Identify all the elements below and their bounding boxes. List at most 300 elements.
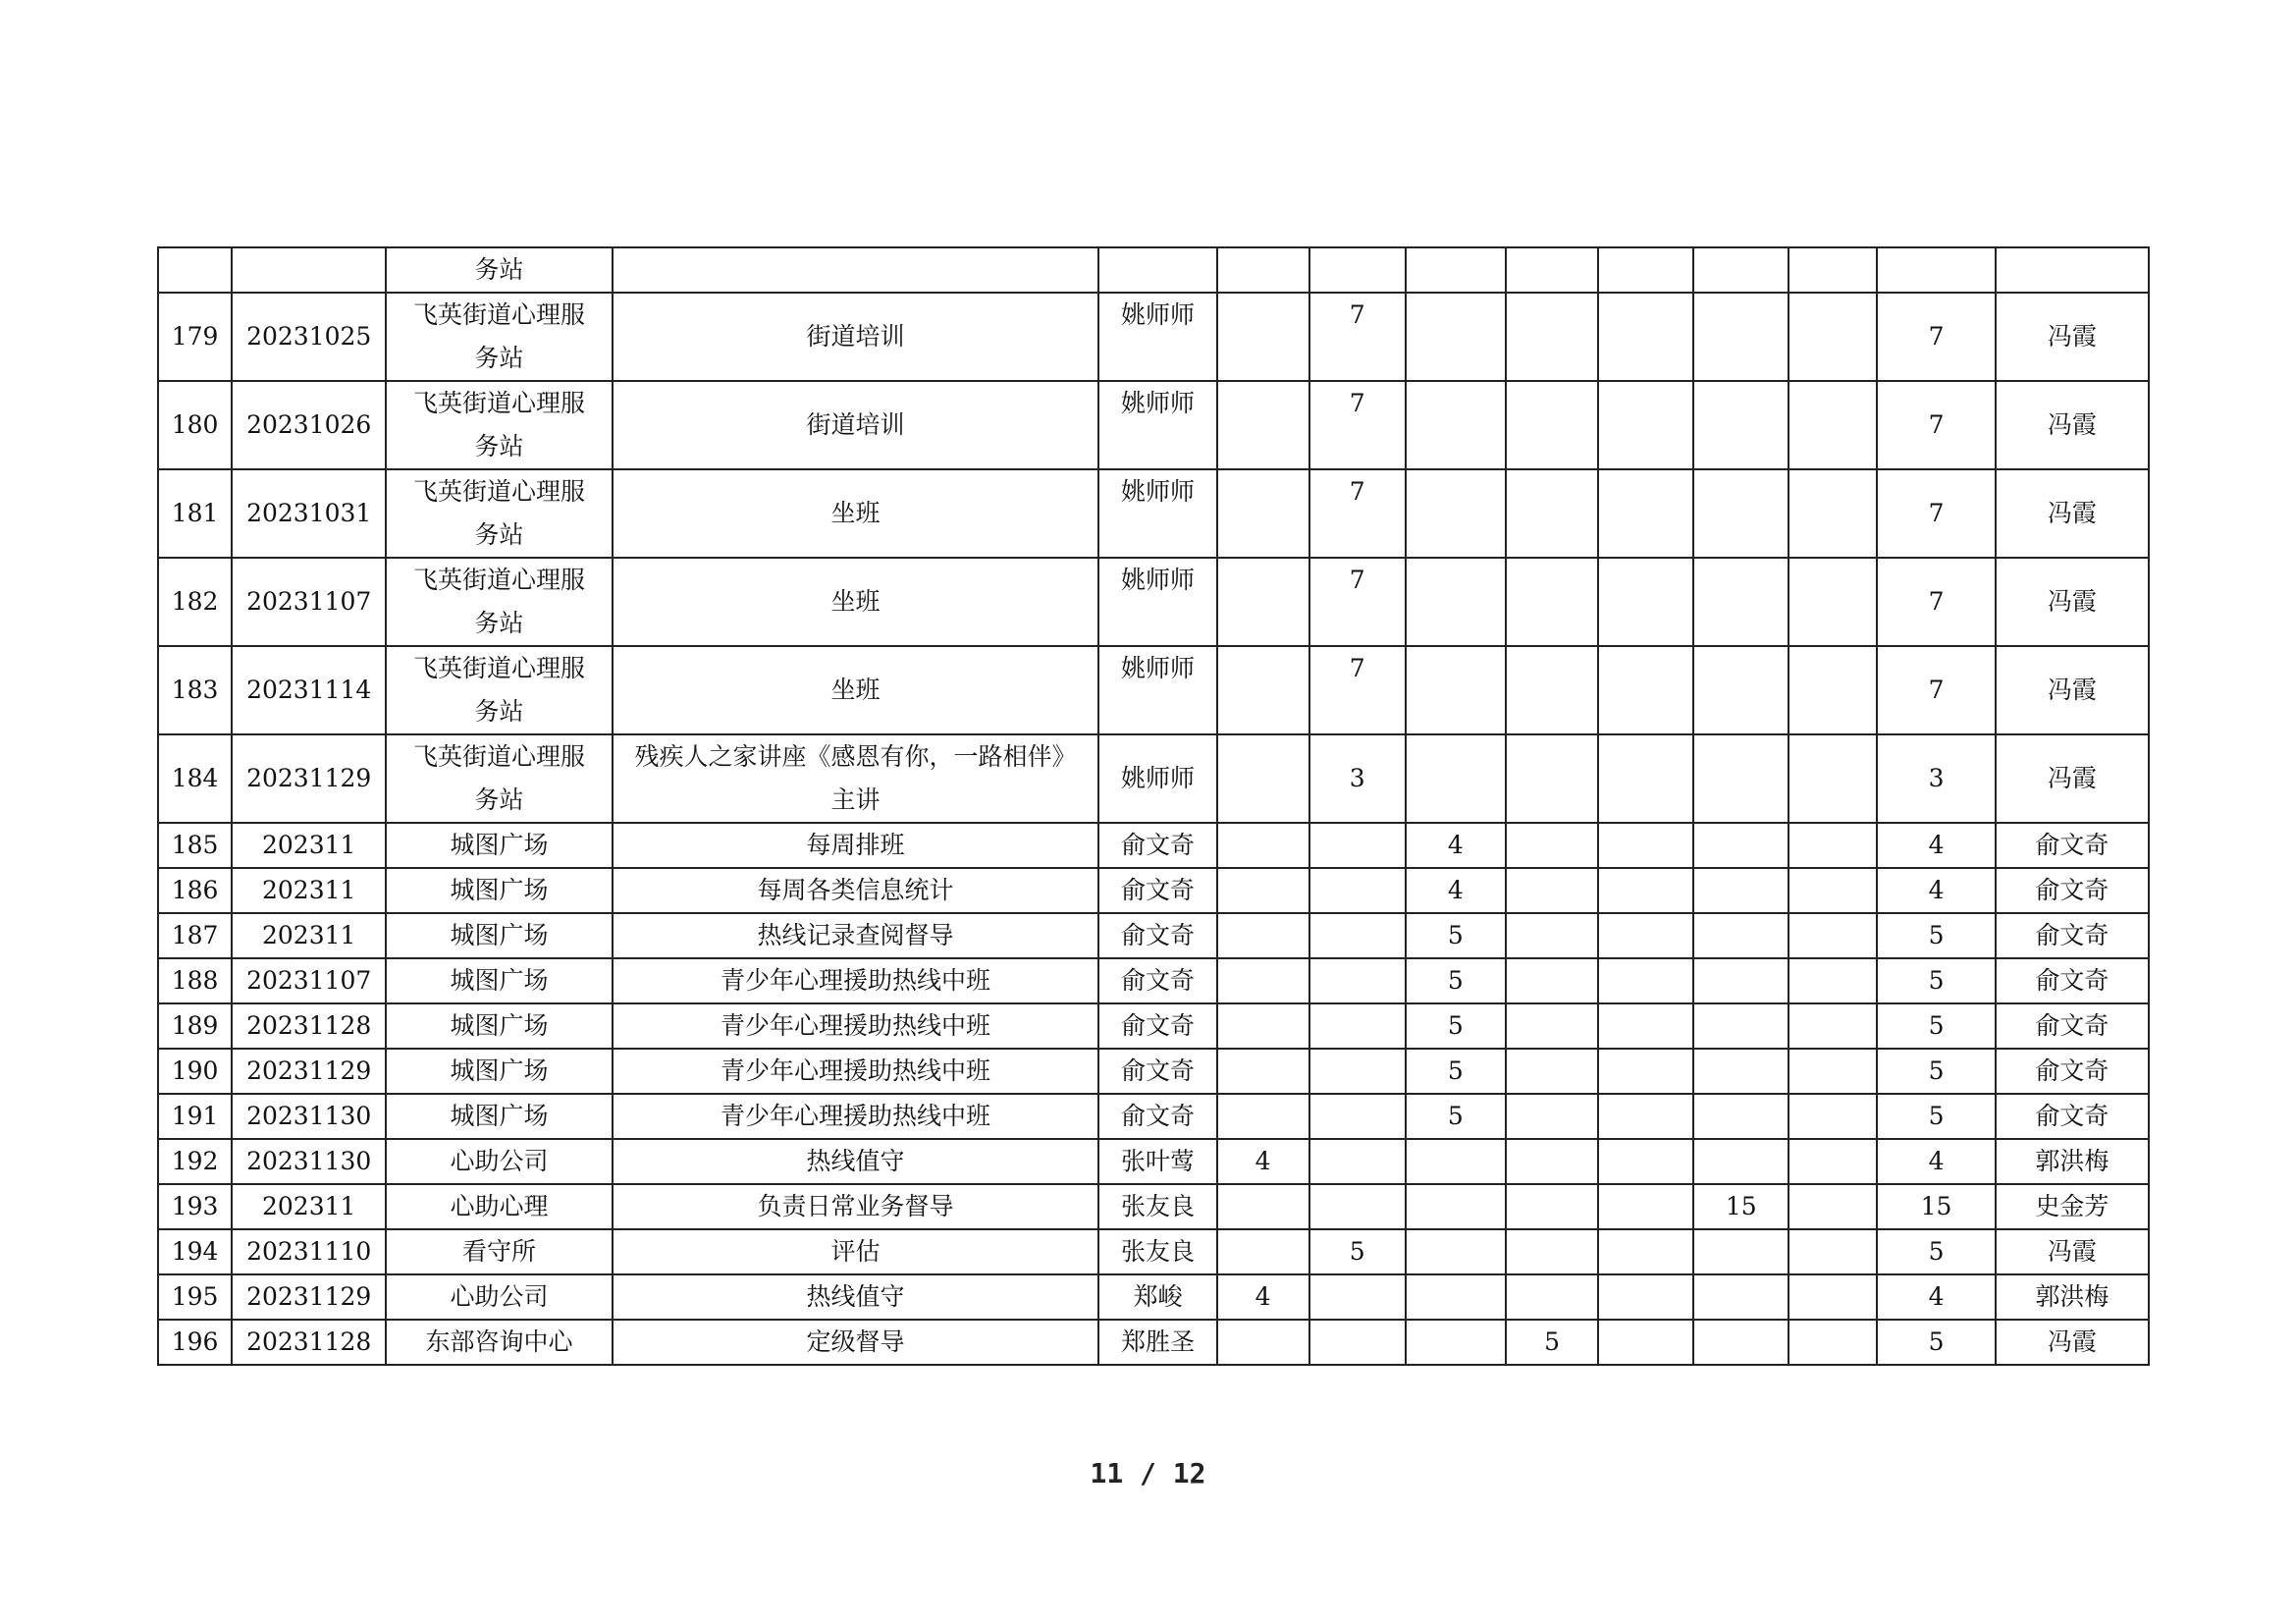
cell-person: 姚师师 (1098, 734, 1216, 823)
cell-no: 189 (158, 1003, 232, 1049)
cell-c2: 7 (1309, 558, 1406, 646)
cell-date: 20231031 (232, 469, 386, 558)
cell-person: 姚师师 (1098, 646, 1216, 734)
cell-site (386, 1320, 612, 1365)
cell-no: 196 (158, 1320, 232, 1365)
cell-c7 (1789, 958, 1877, 1003)
cell-content (613, 293, 1099, 381)
cell-c5 (1598, 1274, 1693, 1320)
cell-c6 (1693, 381, 1789, 469)
cell-c6 (1693, 868, 1789, 913)
cell-c2: 7 (1309, 646, 1406, 734)
cell-c5 (1598, 1229, 1693, 1274)
cell-c4 (1506, 1003, 1598, 1049)
cell-c4 (1506, 734, 1598, 823)
table-row (158, 1184, 2149, 1229)
cell-no: 179 (158, 293, 232, 381)
cell-c5 (1598, 1049, 1693, 1094)
cell-c7 (1789, 868, 1877, 913)
cell-c5 (1598, 247, 1693, 293)
cell-c3 (1406, 293, 1506, 381)
cell-content (613, 558, 1099, 646)
cell-c7 (1789, 734, 1877, 823)
cell-c5 (1598, 868, 1693, 913)
cell-c4 (1506, 469, 1598, 558)
cell-reviewer: 冯霞 (1996, 1320, 2149, 1365)
cell-c5 (1598, 1003, 1693, 1049)
activity-table (157, 246, 2150, 1366)
cell-c2: 7 (1309, 469, 1406, 558)
cell-c1 (1217, 823, 1309, 868)
cell-total: 7 (1877, 646, 1995, 734)
cell-site (386, 1094, 612, 1139)
table-row (158, 1229, 2149, 1274)
cell-c3: 5 (1406, 1049, 1506, 1094)
cell-no: 185 (158, 823, 232, 868)
cell-c2 (1309, 1003, 1406, 1049)
cell-total: 7 (1877, 469, 1995, 558)
cell-c4 (1506, 293, 1598, 381)
cell-date: 20231026 (232, 381, 386, 469)
cell-no: 194 (158, 1229, 232, 1274)
cell-line: 城图广场 (450, 966, 549, 995)
cell-no: 192 (158, 1139, 232, 1184)
cell-reviewer (1996, 247, 2149, 293)
cell-content (613, 958, 1099, 1003)
cell-no: 182 (158, 558, 232, 646)
cell-c6 (1693, 958, 1789, 1003)
cell-site (386, 1274, 612, 1320)
cell-total: 5 (1877, 1094, 1995, 1139)
cell-c3 (1406, 1320, 1506, 1365)
cell-c6 (1693, 1320, 1789, 1365)
cell-site (386, 1003, 612, 1049)
cell-c3: 5 (1406, 958, 1506, 1003)
cell-site: 务站 (386, 247, 612, 293)
cell-content (613, 1274, 1099, 1320)
cell-total: 15 (1877, 1184, 1995, 1229)
cell-c5 (1598, 1184, 1693, 1229)
cell-date: 20231130 (232, 1094, 386, 1139)
cell-line: 务站 (474, 785, 524, 814)
cell-line: 青少年心理援助热线中班 (721, 1056, 991, 1085)
cell-c1: 4 (1217, 1139, 1309, 1184)
cell-c4 (1506, 646, 1598, 734)
cell-person: 郑峻 (1098, 1274, 1216, 1320)
cell-c3 (1406, 1139, 1506, 1184)
cell-reviewer: 冯霞 (1996, 734, 2149, 823)
cell-no: 183 (158, 646, 232, 734)
cell-c3 (1406, 734, 1506, 823)
cell-site (386, 1229, 612, 1274)
cell-c5 (1598, 913, 1693, 958)
cell-no: 193 (158, 1184, 232, 1229)
cell-line: 青少年心理援助热线中班 (721, 1011, 991, 1040)
cell-c3: 5 (1406, 913, 1506, 958)
cell-c7 (1789, 1094, 1877, 1139)
cell-c6 (1693, 558, 1789, 646)
cell-c1 (1217, 1184, 1309, 1229)
cell-date: 202311 (232, 868, 386, 913)
cell-c4 (1506, 958, 1598, 1003)
cell-c3 (1406, 646, 1506, 734)
cell-reviewer: 冯霞 (1996, 469, 2149, 558)
cell-line: 务站 (474, 432, 524, 460)
cell-c7 (1789, 247, 1877, 293)
cell-date (232, 247, 386, 293)
cell-c4 (1506, 381, 1598, 469)
cell-line: 坐班 (830, 499, 881, 527)
cell-person: 俞文奇 (1098, 1094, 1216, 1139)
cell-c2: 3 (1309, 734, 1406, 823)
cell-content (613, 646, 1099, 734)
cell-c3: 5 (1406, 1003, 1506, 1049)
cell-total: 7 (1877, 293, 1995, 381)
cell-c3 (1406, 1229, 1506, 1274)
cell-c6 (1693, 1003, 1789, 1049)
cell-line: 飞英街道心理服 (412, 654, 585, 682)
cell-content (613, 1320, 1099, 1365)
cell-c6 (1693, 1229, 1789, 1274)
cell-c6 (1693, 734, 1789, 823)
cell-date: 202311 (232, 913, 386, 958)
cell-line: 青少年心理援助热线中班 (721, 1102, 991, 1130)
cell-c1 (1217, 913, 1309, 958)
cell-line: 定级督导 (806, 1327, 905, 1356)
cell-person: 俞文奇 (1098, 823, 1216, 868)
cell-person: 俞文奇 (1098, 958, 1216, 1003)
cell-line: 街道培训 (806, 410, 905, 439)
cell-total: 4 (1877, 1139, 1995, 1184)
cell-date: 20231129 (232, 1049, 386, 1094)
cell-c7 (1789, 913, 1877, 958)
cell-line: 每周各类信息统计 (757, 876, 954, 904)
cell-total: 5 (1877, 1003, 1995, 1049)
cell-no: 184 (158, 734, 232, 823)
cell-date: 20231129 (232, 734, 386, 823)
cell-reviewer: 郭洪梅 (1996, 1139, 2149, 1184)
cell-c1 (1217, 1003, 1309, 1049)
cell-c1 (1217, 958, 1309, 1003)
cell-c1 (1217, 558, 1309, 646)
table-row (158, 868, 2149, 913)
cell-line: 热线值守 (806, 1282, 905, 1311)
table-row (158, 469, 2149, 558)
cell-line: 青少年心理援助热线中班 (721, 966, 991, 995)
cell-site (386, 293, 612, 381)
cell-c6 (1693, 823, 1789, 868)
cell-date: 20231114 (232, 646, 386, 734)
cell-person: 郑胜圣 (1098, 1320, 1216, 1365)
cell-site (386, 958, 612, 1003)
cell-line: 负责日常业务督导 (757, 1192, 954, 1220)
cell-date: 20231129 (232, 1274, 386, 1320)
cell-c7 (1789, 1184, 1877, 1229)
cell-c7 (1789, 823, 1877, 868)
cell-line: 飞英街道心理服 (412, 742, 585, 771)
cell-c4 (1506, 1274, 1598, 1320)
cell-content (613, 1229, 1099, 1274)
cell-c1 (1217, 1094, 1309, 1139)
cell-c3 (1406, 1274, 1506, 1320)
cell-line: 飞英街道心理服 (412, 566, 585, 594)
cell-c6 (1693, 293, 1789, 381)
cell-no: 187 (158, 913, 232, 958)
cell-date: 20231128 (232, 1003, 386, 1049)
cell-line: 务站 (474, 609, 524, 637)
cell-site (386, 469, 612, 558)
cell-c2 (1309, 1184, 1406, 1229)
cell-c1 (1217, 247, 1309, 293)
cell-total: 5 (1877, 1229, 1995, 1274)
cell-reviewer: 俞文奇 (1996, 823, 2149, 868)
cell-line: 心助心理 (450, 1192, 549, 1220)
cell-c2 (1309, 868, 1406, 913)
cell-site (386, 734, 612, 823)
cell-person: 张友良 (1098, 1229, 1216, 1274)
cell-person: 姚师师 (1098, 469, 1216, 558)
cell-date: 20231110 (232, 1229, 386, 1274)
cell-c2 (1309, 1320, 1406, 1365)
cell-total: 7 (1877, 381, 1995, 469)
cell-content (613, 1094, 1099, 1139)
cell-reviewer: 史金芳 (1996, 1184, 2149, 1229)
cell-c2 (1309, 1094, 1406, 1139)
cell-total: 5 (1877, 913, 1995, 958)
cell-c4 (1506, 1229, 1598, 1274)
cell-c6 (1693, 646, 1789, 734)
cell-c2 (1309, 1139, 1406, 1184)
cell-person: 姚师师 (1098, 381, 1216, 469)
cell-c3 (1406, 247, 1506, 293)
cell-person: 姚师师 (1098, 558, 1216, 646)
cell-line: 坐班 (830, 587, 881, 616)
cell-c2: 7 (1309, 293, 1406, 381)
cell-person: 俞文奇 (1098, 1049, 1216, 1094)
table-row (158, 381, 2149, 469)
cell-line: 城图广场 (450, 1102, 549, 1130)
cell-line: 评估 (830, 1237, 881, 1266)
cell-c6 (1693, 1274, 1789, 1320)
cell-c1: 4 (1217, 1274, 1309, 1320)
cell-c5 (1598, 381, 1693, 469)
cell-line: 务站 (474, 520, 524, 549)
cell-c1 (1217, 293, 1309, 381)
cell-reviewer: 俞文奇 (1996, 958, 2149, 1003)
cell-reviewer: 冯霞 (1996, 1229, 2149, 1274)
cell-content (613, 381, 1099, 469)
cell-c7 (1789, 1229, 1877, 1274)
cell-c6 (1693, 1139, 1789, 1184)
cell-c6 (1693, 247, 1789, 293)
table-row (158, 1139, 2149, 1184)
cell-line: 飞英街道心理服 (412, 389, 585, 417)
cell-line: 心助公司 (450, 1282, 549, 1311)
cell-c5 (1598, 1139, 1693, 1184)
cell-c7 (1789, 1003, 1877, 1049)
cell-person: 张叶莺 (1098, 1139, 1216, 1184)
cell-reviewer: 俞文奇 (1996, 868, 2149, 913)
cell-c3: 5 (1406, 1094, 1506, 1139)
cell-reviewer: 郭洪梅 (1996, 1274, 2149, 1320)
cell-c2 (1309, 913, 1406, 958)
cell-no: 186 (158, 868, 232, 913)
cell-c4 (1506, 868, 1598, 913)
cell-c3: 4 (1406, 868, 1506, 913)
cell-reviewer: 冯霞 (1996, 646, 2149, 734)
cell-person: 姚师师 (1098, 293, 1216, 381)
cell-person (1098, 247, 1216, 293)
page-number: 11 / 12 (1090, 1457, 1206, 1489)
cell-c7 (1789, 1274, 1877, 1320)
cell-c3 (1406, 558, 1506, 646)
cell-line: 飞英街道心理服 (412, 300, 585, 329)
cell-c1 (1217, 734, 1309, 823)
cell-c7 (1789, 1320, 1877, 1365)
table-row (158, 823, 2149, 868)
cell-c2 (1309, 247, 1406, 293)
cell-site (386, 646, 612, 734)
cell-line: 热线记录查阅督导 (757, 921, 954, 949)
cell-line: 务站 (474, 697, 524, 726)
cell-c6: 15 (1693, 1184, 1789, 1229)
cell-line: 城图广场 (450, 831, 549, 859)
cell-line: 看守所 (461, 1237, 536, 1266)
cell-person: 俞文奇 (1098, 1003, 1216, 1049)
cell-c7 (1789, 558, 1877, 646)
cell-c4 (1506, 558, 1598, 646)
cell-total: 3 (1877, 734, 1995, 823)
cell-c4 (1506, 247, 1598, 293)
cell-c3 (1406, 469, 1506, 558)
cell-reviewer: 俞文奇 (1996, 1049, 2149, 1094)
cell-c6 (1693, 469, 1789, 558)
cell-c1 (1217, 646, 1309, 734)
table-row (158, 1320, 2149, 1365)
cell-content (613, 1139, 1099, 1184)
cell-content (613, 823, 1099, 868)
cell-c1 (1217, 868, 1309, 913)
cell-site (386, 823, 612, 868)
cell-c1 (1217, 1229, 1309, 1274)
cell-c5 (1598, 558, 1693, 646)
cell-c1 (1217, 469, 1309, 558)
cell-content (613, 1049, 1099, 1094)
cell-content (613, 469, 1099, 558)
cell-line: 心助公司 (450, 1147, 549, 1175)
table-row (158, 1049, 2149, 1094)
cell-c5 (1598, 293, 1693, 381)
table-row (158, 1003, 2149, 1049)
cell-site (386, 1049, 612, 1094)
cell-content (613, 1003, 1099, 1049)
cell-no: 191 (158, 1094, 232, 1139)
table-row (158, 734, 2149, 823)
cell-line: 飞英街道心理服 (412, 477, 585, 506)
table-row (158, 646, 2149, 734)
cell-site (386, 381, 612, 469)
cell-line: 务站 (474, 344, 524, 372)
cell-content (613, 1184, 1099, 1229)
cell-date: 20231128 (232, 1320, 386, 1365)
cell-line: 东部咨询中心 (425, 1327, 573, 1356)
cell-c4 (1506, 1139, 1598, 1184)
cell-site (386, 868, 612, 913)
cell-reviewer: 俞文奇 (1996, 1094, 2149, 1139)
cell-c2: 5 (1309, 1229, 1406, 1274)
cell-c5 (1598, 646, 1693, 734)
cell-line: 城图广场 (450, 1056, 549, 1085)
cell-c6 (1693, 913, 1789, 958)
cell-date: 20231107 (232, 958, 386, 1003)
cell-reviewer: 俞文奇 (1996, 913, 2149, 958)
cell-date: 202311 (232, 823, 386, 868)
cell-total: 4 (1877, 1274, 1995, 1320)
cell-c5 (1598, 1320, 1693, 1365)
cell-c7 (1789, 1049, 1877, 1094)
cell-c6 (1693, 1049, 1789, 1094)
cell-c5 (1598, 958, 1693, 1003)
cell-date: 20231107 (232, 558, 386, 646)
cell-c7 (1789, 1139, 1877, 1184)
cell-date: 20231025 (232, 293, 386, 381)
cell-total: 7 (1877, 558, 1995, 646)
cell-c2 (1309, 958, 1406, 1003)
cell-c1 (1217, 1049, 1309, 1094)
cell-no (158, 247, 232, 293)
cell-c4: 5 (1506, 1320, 1598, 1365)
cell-site (386, 558, 612, 646)
cell-reviewer: 冯霞 (1996, 293, 2149, 381)
cell-content (613, 913, 1099, 958)
cell-content (613, 734, 1099, 823)
cell-c4 (1506, 1184, 1598, 1229)
table-row (158, 293, 2149, 381)
cell-date: 202311 (232, 1184, 386, 1229)
table-row-continuation (158, 247, 2149, 293)
cell-total: 5 (1877, 958, 1995, 1003)
table-body (158, 247, 2149, 1365)
cell-line: 残疾人之家讲座《感恩有你，一路相伴》 (634, 742, 1077, 771)
table-row (158, 913, 2149, 958)
cell-c2: 7 (1309, 381, 1406, 469)
cell-line: 坐班 (830, 676, 881, 704)
cell-c6 (1693, 1094, 1789, 1139)
table-row (158, 1094, 2149, 1139)
cell-no: 188 (158, 958, 232, 1003)
cell-c5 (1598, 1094, 1693, 1139)
cell-no: 190 (158, 1049, 232, 1094)
cell-c5 (1598, 734, 1693, 823)
cell-site (386, 1184, 612, 1229)
cell-person: 张友良 (1098, 1184, 1216, 1229)
cell-person: 俞文奇 (1098, 913, 1216, 958)
table-row (158, 1274, 2149, 1320)
cell-c4 (1506, 913, 1598, 958)
cell-total: 4 (1877, 823, 1995, 868)
cell-c4 (1506, 1094, 1598, 1139)
cell-line: 城图广场 (450, 1011, 549, 1040)
cell-no: 195 (158, 1274, 232, 1320)
cell-line: 城图广场 (450, 921, 549, 949)
cell-c7 (1789, 646, 1877, 734)
cell-no: 181 (158, 469, 232, 558)
cell-c2 (1309, 1049, 1406, 1094)
cell-content (613, 868, 1099, 913)
cell-c3 (1406, 1184, 1506, 1229)
cell-c4 (1506, 1049, 1598, 1094)
cell-no: 180 (158, 381, 232, 469)
